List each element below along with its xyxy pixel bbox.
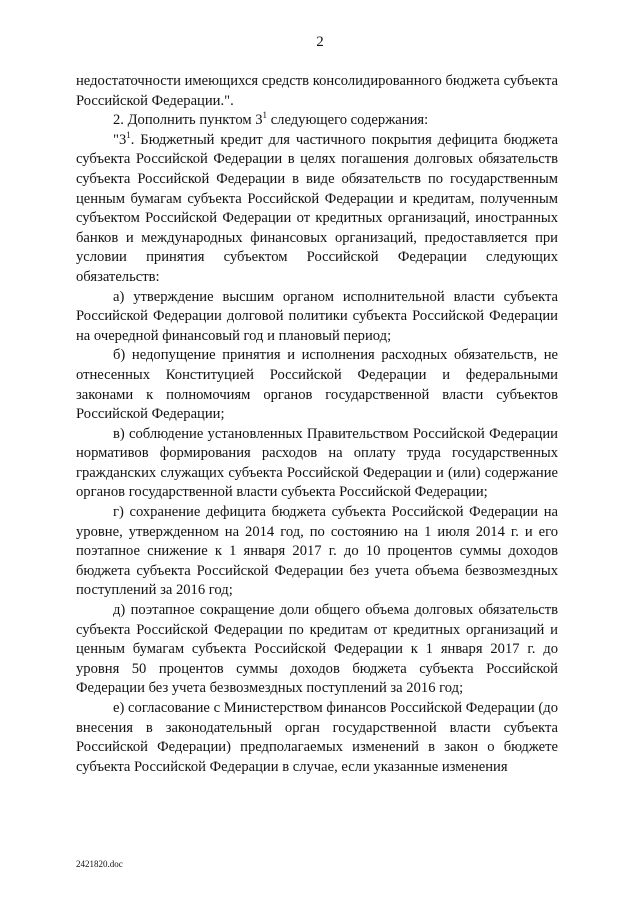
paragraph-text: 2. Дополнить пунктом 3: [113, 112, 263, 129]
paragraph-text: а) утверждение высшим органом исполнительной власти субъекта Российской Федерации долговой политики субъекта Российской Федерации на очередной финансовый год и плановый период;: [76, 288, 558, 344]
paragraph-text: "3: [113, 131, 127, 148]
list-item-b: [76, 346, 558, 424]
body-text: [76, 72, 558, 777]
list-item-g: [76, 503, 558, 601]
paragraph-text: в) соблюдение установленных Правительством Российской Федерации нормативов формирования расходов на оплату труда государственных гражданских служащих субъекта Российской Федерации и (или) содержание органов государственной власти субъекта Российской Федерации;: [76, 425, 558, 501]
paragraph-intro: [76, 72, 558, 111]
paragraph-amendment: [76, 111, 558, 131]
page-number: 2: [316, 34, 324, 50]
paragraph-text: д) поэтапное сокращение доли общего объема долговых обязательств субъекта Российской Федерации по кредитам от кредитных организаций и ценным бумагам субъекта Российской Федерации к 1 января 2017 г. до уровня 50 процентов суммы доходов бюджета субъекта Российской Федерации без учета безвозмездных поступлений за 2016 год;: [76, 602, 558, 697]
superscript: 1: [126, 129, 131, 140]
list-item-a: [76, 288, 558, 347]
list-item-d: [76, 601, 558, 699]
paragraph-text: е) согласование с Министерством финансов Российской Федерации (до внесения в законодательный орган государственной власти субъекта Российской Федерации) предполагаемых изменений в закон о бюджете субъекта Российской Федерации в случае, если указанные изменения: [76, 700, 558, 775]
list-item-e: [76, 699, 558, 777]
paragraph-credit-conditions: [76, 131, 558, 288]
superscript: 1: [262, 110, 268, 121]
document-filename: 2421820.doc: [76, 859, 123, 869]
paragraph-text: г) сохранение дефицита бюджета субъекта Российской Федерации на уровне, утвержденном на 2014 год, по состоянию на 1 июля 2014 г. и его поэтапное снижение к 1 января 2017 г. до 10 процентов суммы доходов бюджета субъекта Российской Федерации без учета объема безвозмездных поступлений за 2016 год;: [76, 504, 558, 599]
paragraph-text-after: следующего содержания:: [267, 112, 429, 129]
paragraph-text: б) недопущение принятия и исполнения расходных обязательств, не отнесенных Конституцией Российской Федерации и федеральными законами к полномочиям органов государственной власти субъектов Российской Федерации;: [76, 347, 558, 423]
paragraph-text-after: . Бюджетный кредит для частичного покрытия дефицита бюджета субъекта Российской Федерации в целях погашения долговых обязательств субъекта Российской Федерации в виде обязательств по государственным ценным бумагам субъекта Российской Федерации и кредитам, полученным субъектом Российской Федерации от кредитных организаций, иностранных банков и международных финансовых организаций, предоставляется при условии принятия субъектом Российской Федерации следующих обязательств:: [76, 131, 558, 285]
paragraph-text: недостаточности имеющихся средств консолидированного бюджета субъекта Российской Федерации.".: [76, 73, 558, 109]
list-item-v: [76, 425, 558, 503]
